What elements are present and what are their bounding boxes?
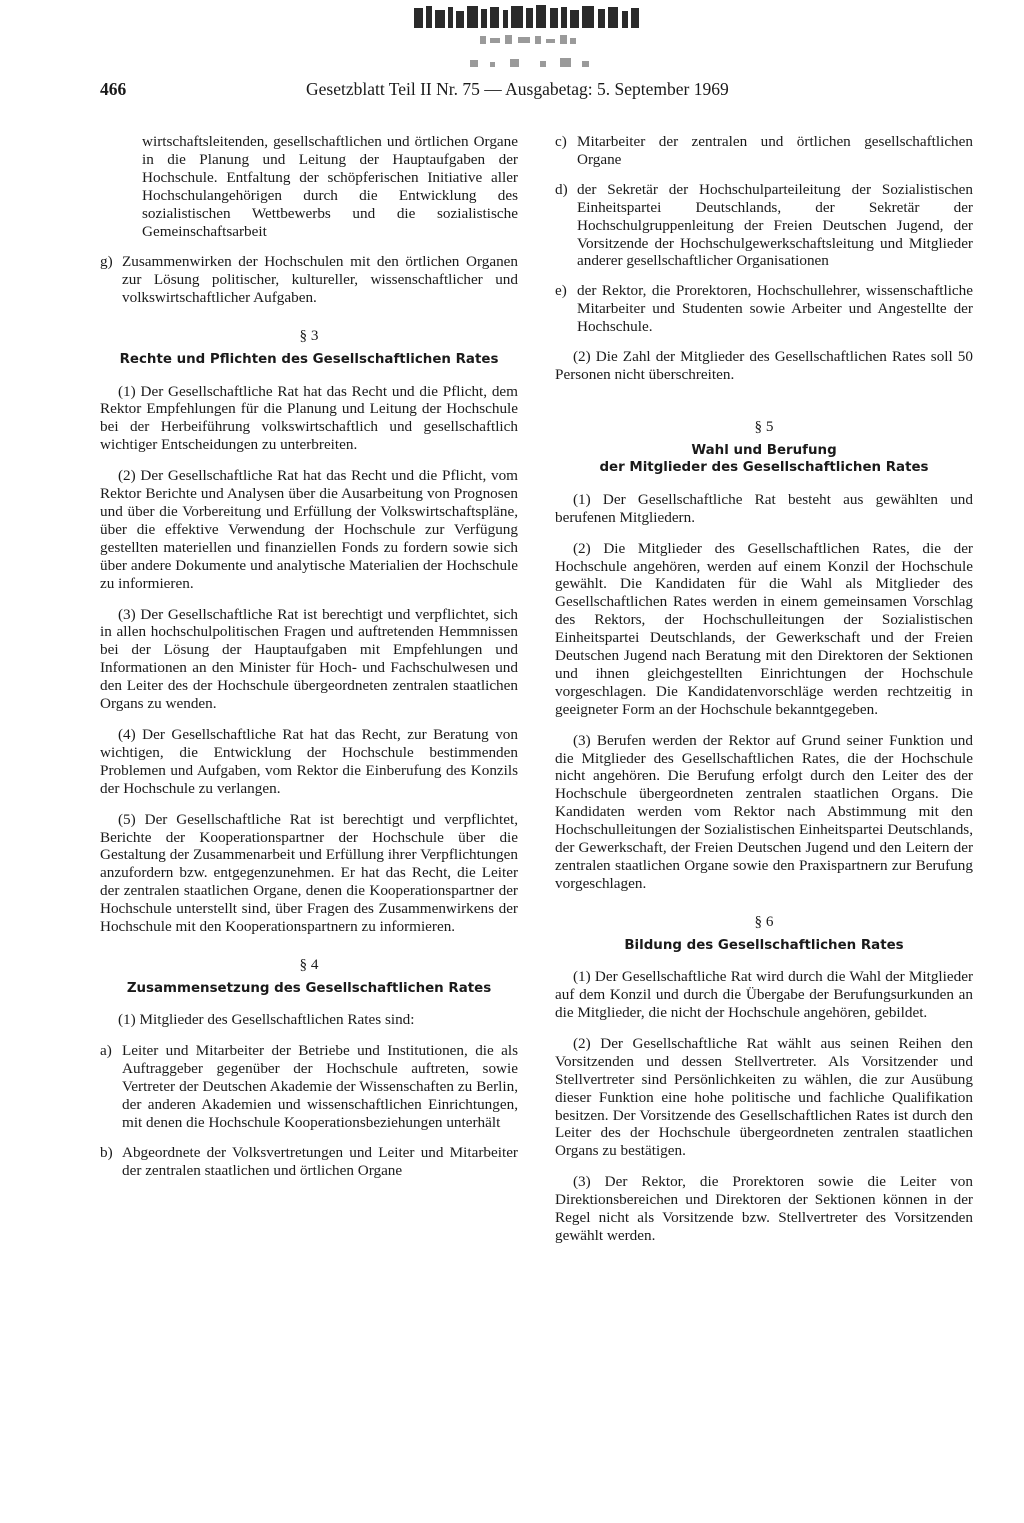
paragraph: (2) Der Gesellschaftliche Rat hat das Recht und die Pflicht, vom Rektor Berichte und Analysen über die Ausarbeitung von Prognosen und über die Vorbereitung und Erfüllung der Volkswirtschaftspläne, über die effektive Verwendung der Hochschule zur Verfügung gestellten materiellen und finanziellen Fonds zu fordern sowie sich über andere Dokumente und analytische Materialien der Hochschule zu informieren.: [100, 467, 518, 592]
page-header: [100, 79, 790, 105]
item-text: der Rektor, die Prorektoren, Hochschullehrer, wissenschaftliche Mitarbeiter und Studenten sowie Arbeiter und Angestellte der Hochschule.: [577, 282, 973, 336]
paragraph: (3) Der Gesellschaftliche Rat ist berechtigt und verpflichtet, sich in allen hochschulpolitischen Fragen und auftretenden Hemmnissen bei der Lösung der Hauptaufgaben mit Empfehlungen und Informationen an den Minister für Hoch- und Fachschulwesen und den Leiter des der Hochschule übergeordneten zentralen staatlichen Organs zu wenden.: [100, 605, 518, 713]
right-column: [555, 133, 973, 1258]
running-title: Gesetzblatt Teil II Nr. 75 — Ausgabetag: 5. September 1969: [306, 79, 729, 99]
section-title-line: Wahl und Berufung: [691, 442, 837, 458]
item-label: a): [100, 1042, 112, 1060]
paragraph: (4) Der Gesellschaftliche Rat hat das Recht, zur Beratung von wichtigen, die Entwicklung der Hochschule bestimmenden Problemen und Aufgaben, vom Rektor die Einberufung des Konzils der Hochschule zu verlangen.: [100, 725, 518, 797]
left-column: [100, 133, 518, 1192]
section-title-line: der Mitglieder des Gesellschaftlichen Rates: [599, 460, 929, 476]
list-item: [100, 1144, 518, 1180]
item-text: Leiter und Mitarbeiter der Betriebe und Institutionen, die als Auftraggeber gegenüber der Hochschule auftreten, sowie Vertreter der Deutschen Akademie der Wissenschaften zu Berlin, der anderen Akademien und wissenschaftlichen Einrichtungen, mit denen die Hochschule Kooperationsbeziehungen unterhält: [122, 1042, 518, 1131]
item-text: Mitarbeiter der zentralen und örtlichen gesellschaftlichen Organe: [577, 133, 973, 168]
paragraph: (1) Mitglieder des Gesellschaftlichen Rates sind:: [118, 1011, 415, 1029]
item-label: c): [555, 133, 567, 150]
paragraph: (3) Der Rektor, die Prorektoren sowie die Leiter von Direktionsbereichen und Direktoren der Sektionen können in der Regel nicht als Vorsitzende bzw. Stellvertreter des Vorsitzenden gewählt werden.: [555, 1173, 973, 1244]
paragraph: (2) Die Zahl der Mitglieder des Gesellschaftlichen Rates soll 50 Personen nicht überschreiten.: [555, 348, 973, 383]
section-number: § 6: [754, 912, 774, 930]
paragraph: (2) Die Mitglieder des Gesellschaftlichen Rates, die der Hochschule angehören, werden auf einem Konzil der Hochschule gewählt. Die Kandidaten für die Wahl als Mitglieder des Gesellschaftlichen Rates werden in einem gemeinsamen Vorschlag des Rektors, der Hochschulleitungen der Sozialistischen Einheitspartei Deutschlands, der Gewerkschaft und der Freien Deutschen Jugend nach Beratung mit den Direktoren der Sektionen und ihnen gleichgestellten Einrichtungen der Hochschule vorgeschlagen. Die Kandidatenvorschläge werden rechtzeitig in geeigneter Form an der Hochschule bekanntgegeben.: [555, 539, 973, 718]
list-item: [555, 282, 973, 336]
paragraph: (1) Der Gesellschaftliche Rat wird durch die Wahl der Mitglieder auf dem Konzil und durch die Übergabe der Berufungsurkunden an die Mitglieder, die nicht der Hochschule angehören, gebildet.: [555, 968, 973, 1022]
list-item: [100, 1042, 518, 1132]
item-text: der Sekretär der Hochschulparteileitung der Sozialistischen Einheitspartei Deutschlands, der Sekretär der Hochschulgruppenleitung der Freien Deutschen Jugend, der Vorsitzende der Hochschulgewerkschaftsleitung und Mitglieder anderer gesellschaftlicher Organisationen: [577, 180, 973, 270]
paragraph: (3) Berufen werden der Rektor auf Grund seiner Funktion und die Mitglieder des Gesellschaftlichen Rates, die der Hochschule nicht angehören. Die Berufung erfolgt durch den Leiter des der Hochschule übergeordneten zentralen staatlichen Organs. Die Kandidaten werden vom Rektor nach Abstimmung mit den Hochschulleitungen der Sozialistischen Einheitspartei Deutschlands, der Gewerkschaft, der Freien Deutschen Jugend und den Leitern der zentralen staatlichen Organe sowie den Praxispartnern zur Berufung vorgeschlagen.: [555, 731, 973, 892]
section-title: Bildung des Gesellschaftlichen Rates: [624, 937, 904, 953]
section-number: § 3: [299, 327, 319, 345]
section-title: [555, 442, 973, 477]
paragraph: (2) Der Gesellschaftliche Rat wählt aus seinen Reihen den Vorsitzenden und dessen Stellvertreter. Als Vorsitzender und Stellvertreter sind Persönlichkeiten zu wählen, die zur Ausübung dieser Funktion eine hohe politische und fachliche Qualifikation besitzen. Der Vorsitzende des Gesellschaftlichen Rates ist durch den Leiter des der Hochschule übergeordneten zentralen staatlichen Organs zu bestätigen.: [555, 1034, 973, 1160]
paragraph: (5) Der Gesellschaftliche Rat ist berechtigt und verpflichtet, Berichte der Kooperationspartner der Hochschule über die Gestaltung der Zusammenarbeit und Erfüllung ihrer Verpflichtungen anzufordern bzw. entgegenzunehmen. Er hat das Recht, die Leiter der zentralen staatlichen Organe, denen die Kooperationspartner der Hochschule unterstellt sind, über Fragen des Zusammenwirkens der Hochschule mit den Kooperationspartnern zu informieren.: [100, 810, 518, 936]
paragraph: (1) Der Gesellschaftliche Rat besteht aus gewählten und berufenen Mitgliedern.: [555, 490, 973, 526]
section-number: § 4: [299, 955, 319, 973]
item-label: b): [100, 1143, 113, 1161]
library-stamp: [410, 2, 650, 84]
section-title: Zusammensetzung des Gesellschaftlichen Rates: [126, 980, 492, 996]
continued-item-text: wirtschaftsleitenden, gesellschaftlichen und örtlichen Organe in die Planung und Leitung der Hauptaufgaben der Hochschule. Entfaltung der schöpferischen Initiative aller Hochschulangehörigen durch die Entwicklung des sozialistischen Wettbewerbs und die sozialistische Gemeinschaftsarbeit: [142, 133, 518, 240]
item-text: Abgeordnete der Volksvertretungen und Leiter und Mitarbeiter der zentralen staatlichen und örtlichen Organe: [122, 1143, 518, 1179]
item-label: e): [555, 282, 567, 300]
list-item: [100, 253, 518, 307]
page-number: 466: [100, 79, 127, 99]
item-label: d): [555, 180, 568, 198]
item-text: Zusammenwirken der Hochschulen mit den örtlichen Organen zur Lösung politischer, kultureller, wissenschaftlicher und volkswirtschaftlicher Aufgaben.: [122, 253, 518, 307]
list-item: [555, 133, 973, 169]
paragraph: (1) Der Gesellschaftliche Rat hat das Recht und die Pflicht, dem Rektor Empfehlungen für die Planung und Leitung der Hochschule bei der Herbeiführung volkswirtschaftlich und gesellschaftlich wichtiger Entscheidungen zu unterbreiten.: [100, 382, 518, 454]
section-number: § 5: [754, 417, 774, 435]
section-title: Rechte und Pflichten des Gesellschaftlichen Rates: [119, 352, 499, 368]
item-label: g): [100, 253, 113, 271]
list-item: [555, 181, 973, 271]
